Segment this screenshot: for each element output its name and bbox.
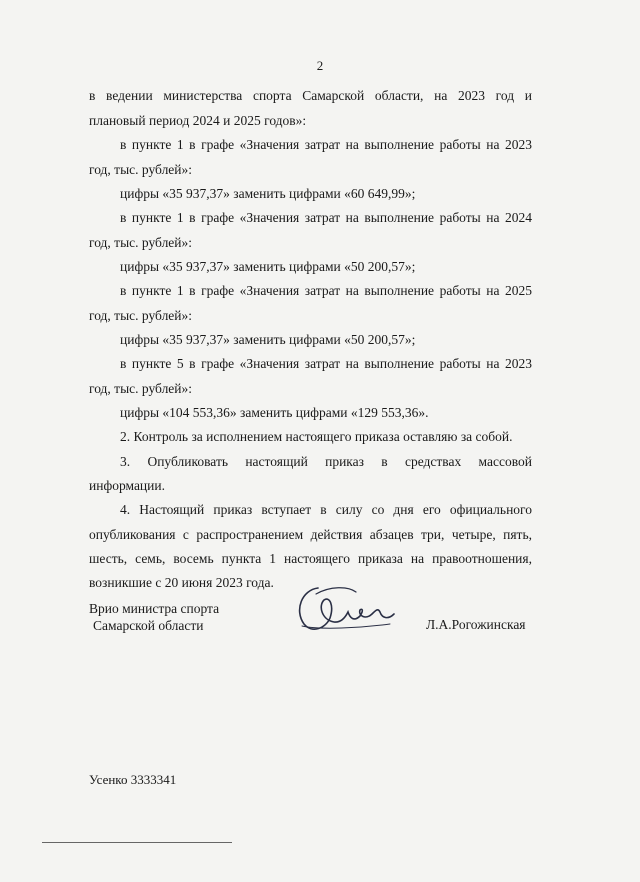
text-line: цифры «104 553,36» заменить цифрами «129 553,36». (120, 405, 429, 420)
text-line: в ведении министерства спорта Самарской области, на 2023 год и (89, 88, 532, 103)
footer-note: Усенко 3333341 (89, 772, 177, 787)
signatory-name: Л.А.Рогожинская (426, 617, 526, 632)
text-line: в пункте 5 в графе «Значения затрат на выполнение работы на 2023 (120, 356, 532, 371)
text-line: в пункте 1 в графе «Значения затрат на выполнение работы на 2025 (120, 283, 532, 298)
text-line: цифры «35 937,37» заменить цифрами «60 649,99»; (120, 186, 416, 201)
text-line: год, тыс. рублей»: (89, 308, 193, 323)
divider (42, 842, 232, 843)
text-line: 4. Настоящий приказ вступает в силу со дня его официального (120, 502, 532, 517)
text-line: шесть, семь, восемь пункта 1 настоящего приказа на правоотношения, (89, 551, 532, 566)
signatory-title-line2: Самарской области (93, 618, 204, 633)
signatory-title-line1: Врио министра спорта (89, 601, 220, 616)
text-line: плановый период 2024 и 2025 годов»: (89, 113, 307, 128)
text-line: цифры «35 937,37» заменить цифрами «50 200,57»; (120, 332, 416, 347)
text-line: в пункте 1 в графе «Значения затрат на выполнение работы на 2024 (120, 210, 532, 225)
text-line: цифры «35 937,37» заменить цифрами «50 200,57»; (120, 259, 416, 274)
signatory-title (89, 600, 219, 634)
text-line: год, тыс. рублей»: (89, 235, 193, 250)
text-line: год, тыс. рублей»: (89, 381, 193, 396)
text-line: год, тыс. рублей»: (89, 162, 193, 177)
text-line: возникшие с 20 июня 2023 года. (89, 575, 274, 590)
text-line: 2. Контроль за исполнением настоящего приказа оставляю за собой. (120, 429, 513, 444)
page-number: 2 (316, 58, 324, 73)
text-line: 3. Опубликовать настоящий приказ в средствах массовой (120, 454, 532, 469)
text-line: опубликования с распространением действия абзацев три, четыре, пять, (89, 527, 532, 542)
handwritten-signature (290, 580, 400, 636)
text-line: информации. (89, 478, 165, 493)
text-line: в пункте 1 в графе «Значения затрат на выполнение работы на 2023 (120, 137, 532, 152)
